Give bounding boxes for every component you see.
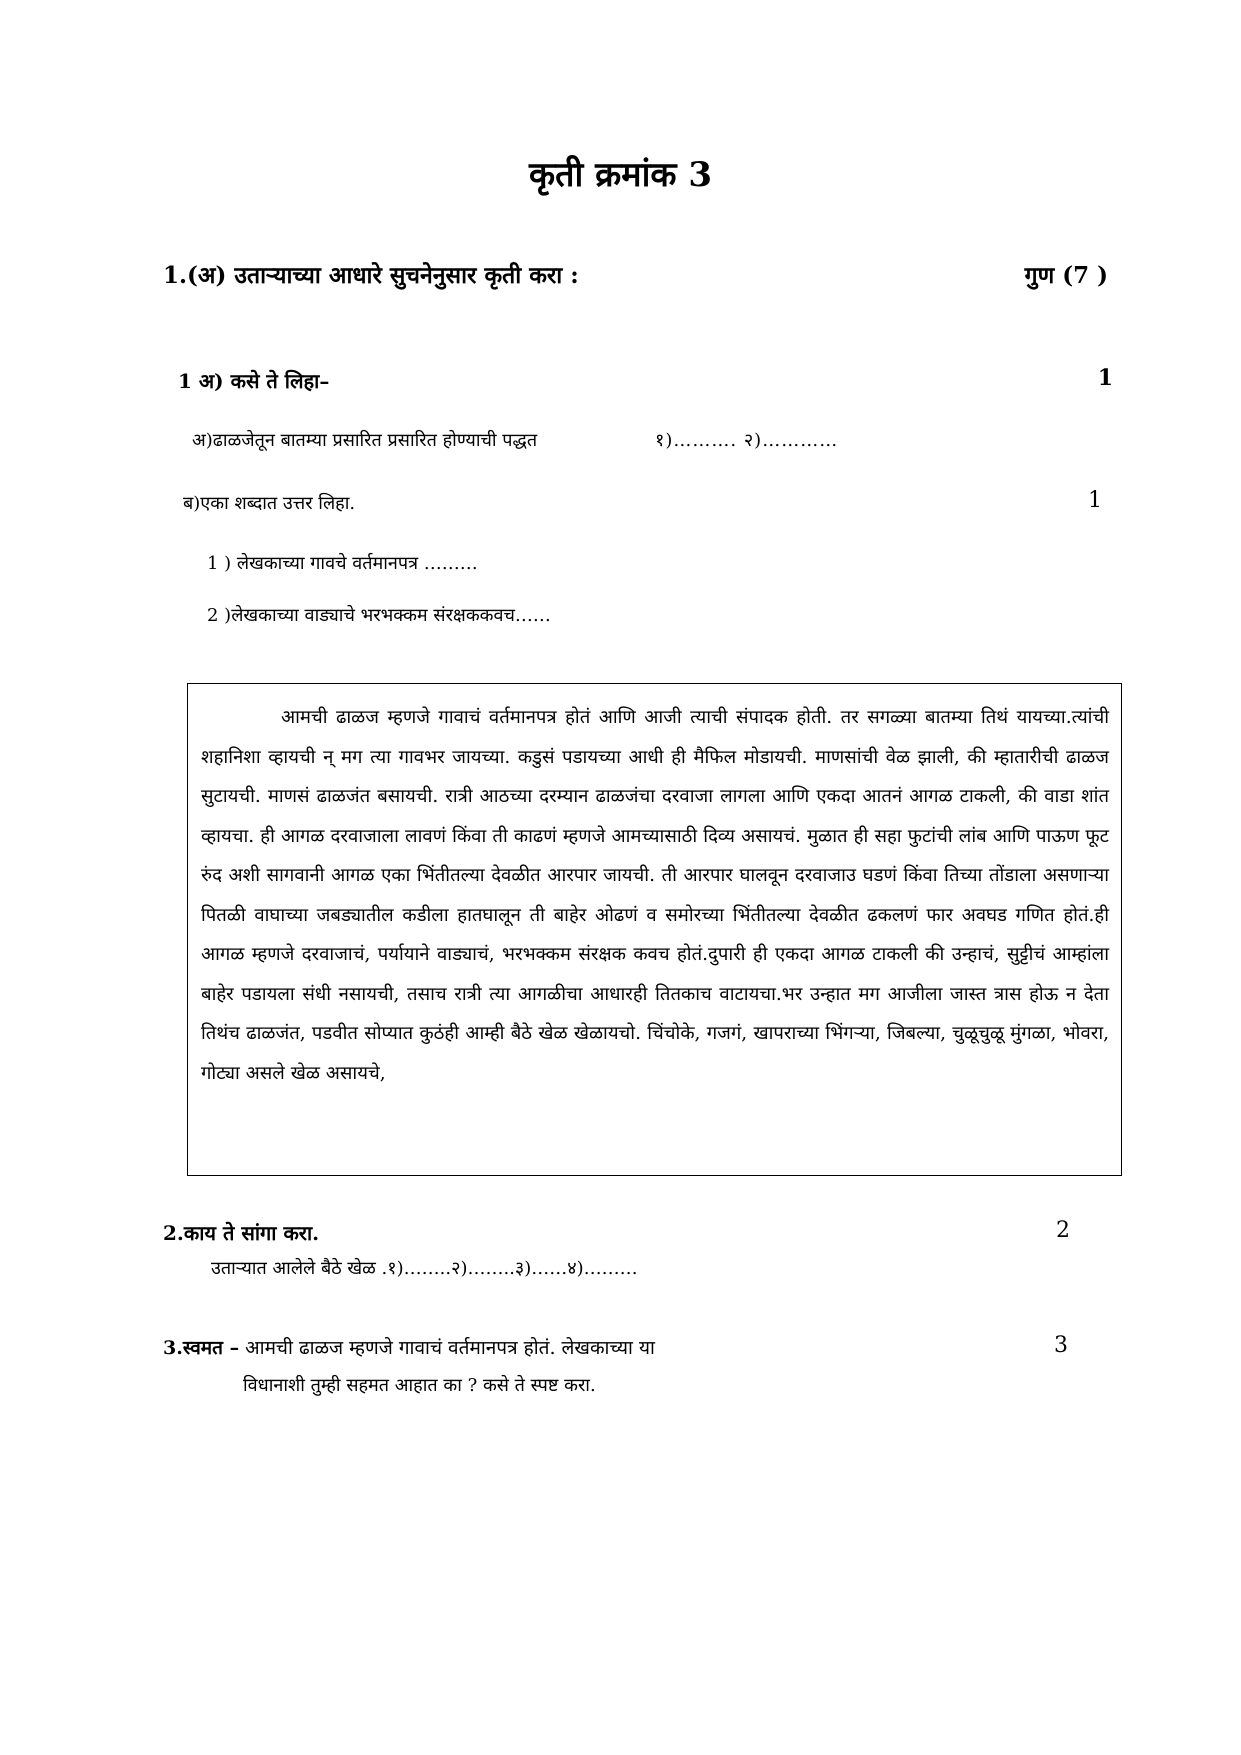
- part-b-heading: ब)एका शब्दात उत्तर लिहा.: [183, 493, 356, 514]
- part-a-item: अ)ढाळजेतून बातम्या प्रसारित प्रसारित होण्याची पद्धत: [192, 430, 538, 451]
- part-a-answer-blanks: १)………. २)…………: [655, 430, 839, 451]
- part-a-heading: 1 अ) कसे ते लिहा–: [178, 369, 330, 393]
- part-b-item-2: 2 )लेखकाच्या वाड्याचे भरभक्कम संरक्षककवच……: [207, 605, 551, 626]
- question-3-label: 3.स्वमत –: [163, 1337, 240, 1359]
- question-1-heading: 1.(अ) उताऱ्याच्या आधारे सुचनेनुसार कृती करा :: [163, 262, 579, 289]
- question-3-heading: [163, 1334, 655, 1360]
- question-1-marks: गुण (7 ): [1024, 262, 1108, 289]
- passage-box: आमची ढाळज म्हणजे गावाचं वर्तमानपत्र होतं आणि आजी त्याची संपादक होती. तर सगळ्या बातम्या तिथं यायच्या.त्यांची शहानिशा व्हायची न् मग त्या गावभर जायच्या. कडुसं पडायच्या आधी ही मैफिल मोडायची. माणसांची वेळ झाली, की म्हातारीची ढाळज सुटायची. माणसं ढाळजंत बसायची. रात्री आठच्या दरम्यान ढाळजंचा दरवाजा लागला आणि एकदा आतनं आगळ टाकली, की वाडा शांत व्हायचा. ही आगळ दरवाजाला लावणं किंवा ती काढणं म्हणजे आमच्यासाठी दिव्य असायचं. मुळात ही सहा फुटांची लांब आणि पाऊण फूट रुंद अशी सागवानी आगळ एका भिंतीतल्या देवळीत आरपार जायची. ती आरपार घालवून दरवाजाउ घडणं किंवा तिच्या तोंडाला असणाऱ्या पितळी वाघाच्या जबड्यातील कडीला हातघालून ती बाहेर ओढणं व समोरच्या भिंतीतल्या देवळीत ढकलणं फार अवघड गणित होतं.ही आगळ म्हणजे दरवाजाचं, पर्यायाने वाड्याचं, भरभक्कम संरक्षक कवच होतं.दुपारी ही एकदा आगळ टाकली की उन्हाचं, सुट्टीचं आम्हांला बाहेर पडायला संधी नसायची, तसाच रात्री त्या आगळीचा आधारही तितकाच वाटायचा.भर उन्हात मग आजीला जास्त त्रास होऊ न देता तिथंच ढाळजंत, पडवीत सोप्यात कुठंही आम्ही बैठे खेळ खेळायचो. चिंचोके, गजगं, खापराच्या भिंगऱ्या, जिबल्या, चुळूचुळू मुंगळा, भोवरा, गोट्या असले खेळ असायचे,: [187, 683, 1122, 1176]
- question-3-line-2: विधानाशी तुम्ही सहमत आहात का ? कसे ते स्पष्ट करा.: [243, 1375, 596, 1396]
- question-3-marks: 3: [1054, 1333, 1068, 1358]
- part-a-marks: 1: [1097, 365, 1113, 391]
- question-2-marks: 2: [1056, 1218, 1070, 1243]
- question-2-line: उताऱ्यात आलेले बैठे खेळ .१)……..२)……..३)……४)………: [211, 1258, 638, 1279]
- question-2-heading: 2.काय ते सांगा करा.: [163, 1221, 320, 1245]
- question-3-text: आमची ढाळज म्हणजे गावाचं वर्तमानपत्र होतं. लेखकाच्या या: [239, 1337, 655, 1359]
- part-b-marks: 1: [1088, 488, 1102, 513]
- page-title: कृती क्रमांक 3: [529, 155, 712, 195]
- part-b-item-1: 1 ) लेखकाच्या गावचे वर्तमानपत्र ………: [207, 553, 478, 574]
